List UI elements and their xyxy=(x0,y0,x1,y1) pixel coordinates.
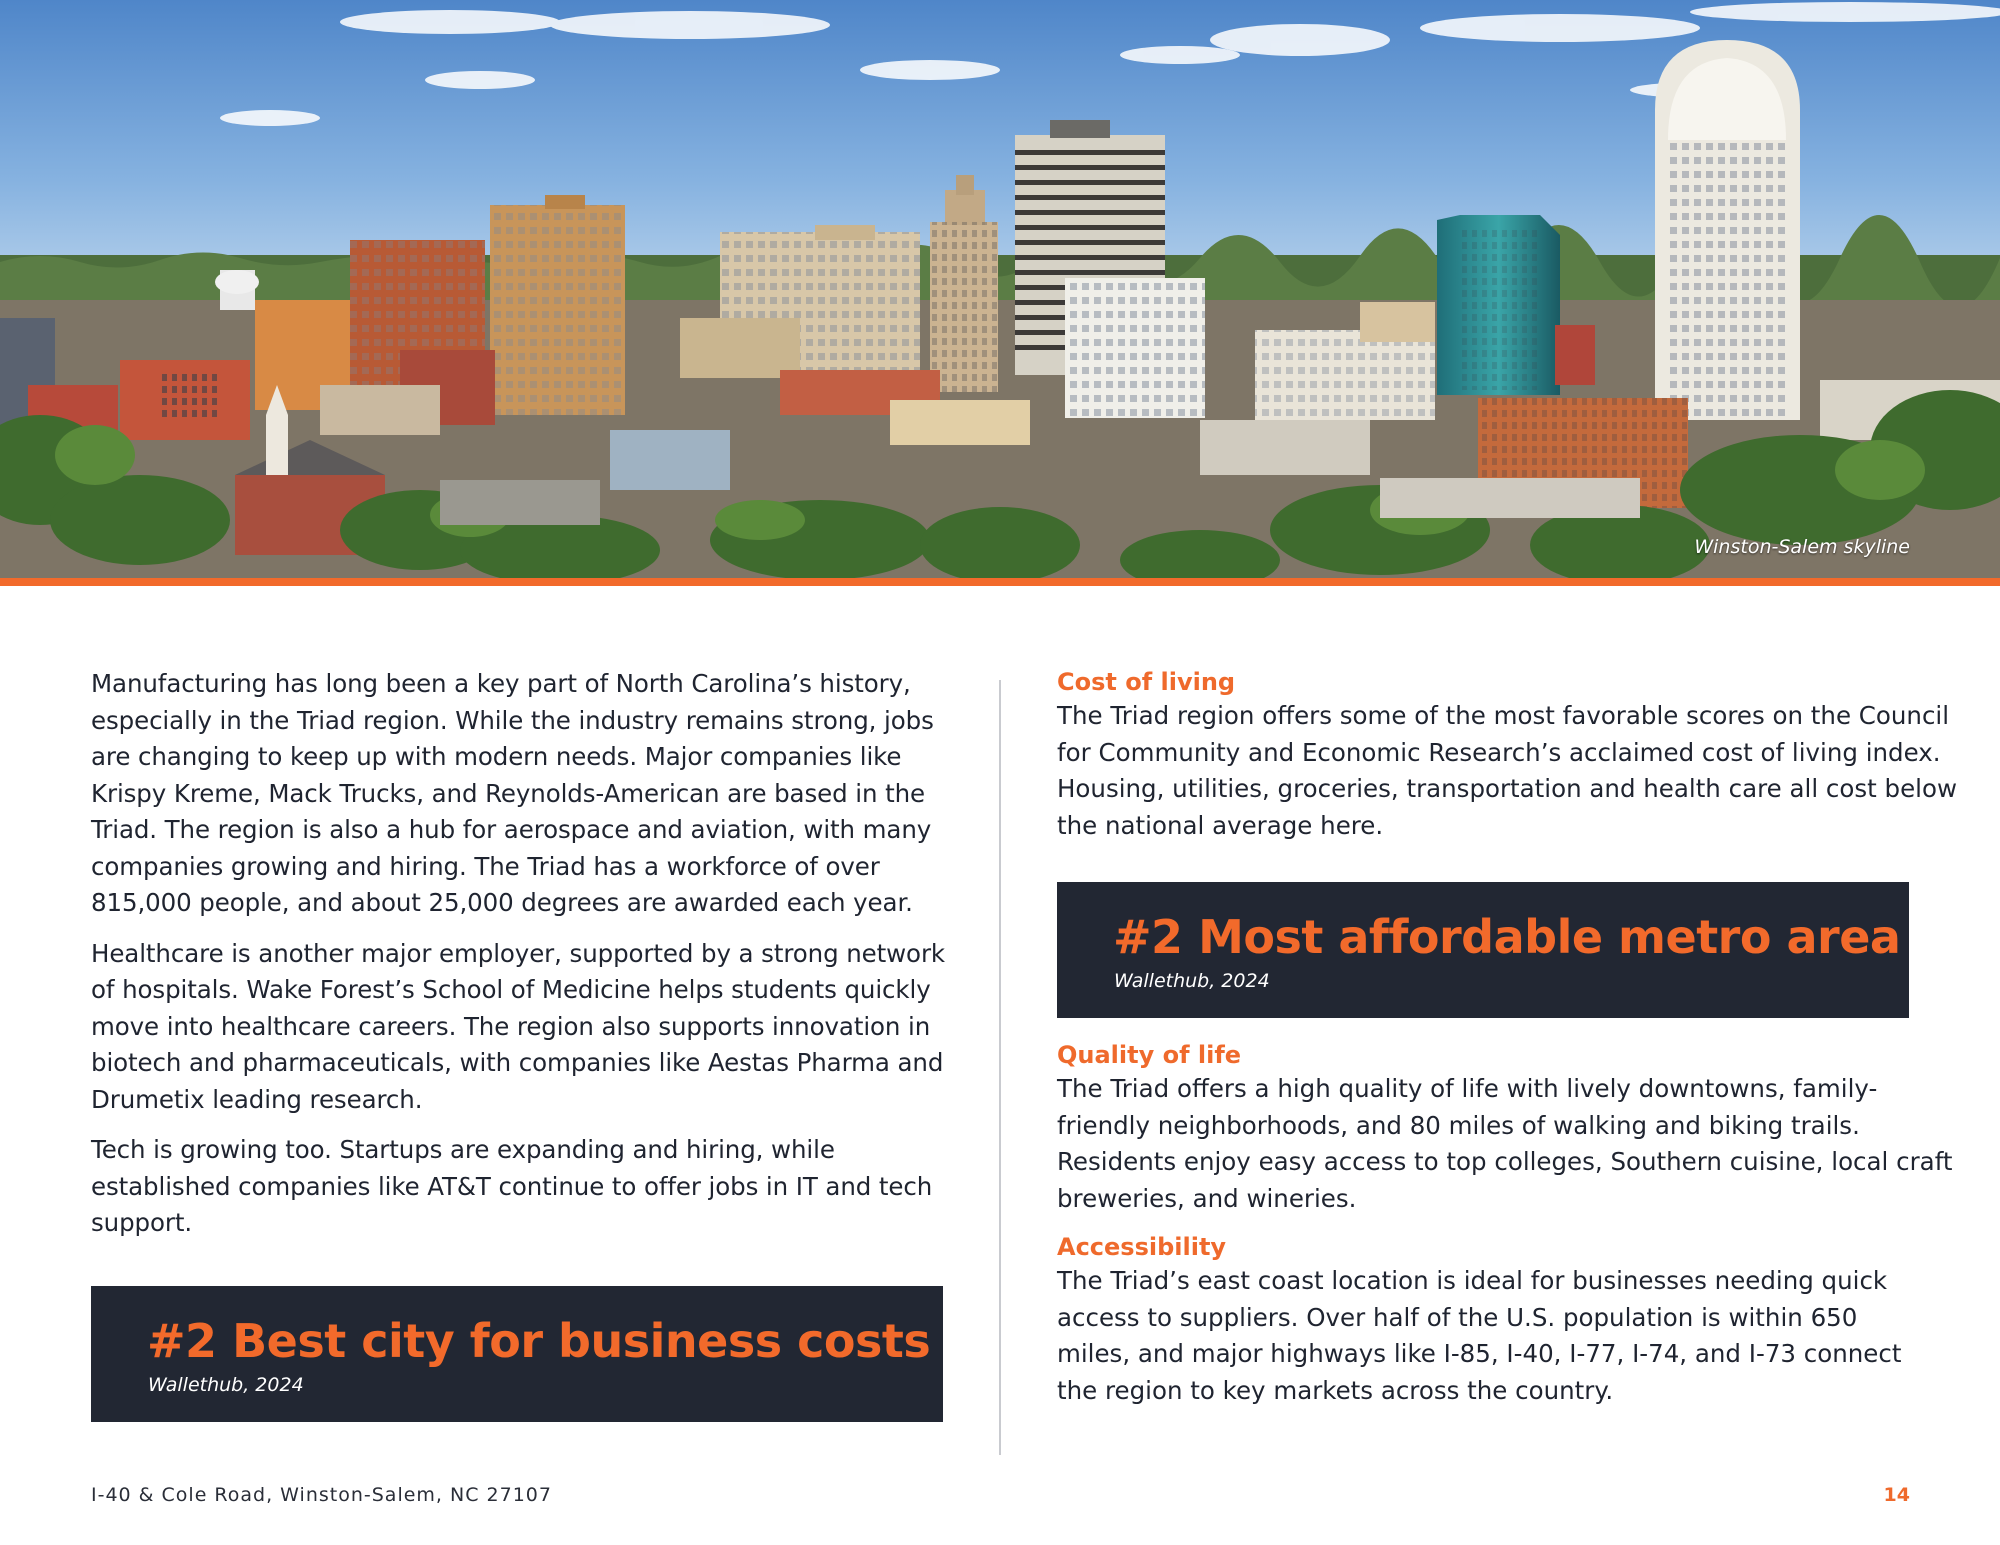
paragraph-healthcare: Healthcare is another major employer, supported by a strong network of hospitals. Wake Forest’s School of Medicine helps students quickly move into healthcare careers. The region also supports innovation in biotech and pharmaceuticals, with companies like Aestas Pharma and Drumetix leading research. xyxy=(91,938,946,1114)
paragraph-tech: Tech is growing too. Startups are expanding and hiring, while established companies like AT&T continue to offer jobs in IT and tech support. xyxy=(91,1135,933,1237)
section-cost-of-living xyxy=(1057,666,1957,844)
photo-caption: Winston-Salem skyline xyxy=(1694,536,1910,558)
callout-source: Wallethub, 2024 xyxy=(148,1374,304,1396)
hero-accent-rule xyxy=(0,578,2000,586)
section-body: The Triad region offers some of the most favorable scores on the Council for Community and Economic Research’s acclaimed cost of living index. Housing, utilities, groceries, transportation and health care all cost below the national average here. xyxy=(1057,701,1957,840)
column-divider xyxy=(999,680,1001,1455)
section-heading: Accessibility xyxy=(1057,1233,1227,1261)
callout-affordable-metro xyxy=(1057,882,1909,1018)
callout-business-costs xyxy=(91,1286,943,1422)
callout-title: #2 Most affordable metro area xyxy=(1113,910,1901,964)
section-body: The Triad’s east coast location is ideal for businesses needing quick access to suppliers. Over half of the U.S. population is within 650 miles, and major highways like I-85, I-40, I-77, I-74, and I-73 connect the region to key markets across the country. xyxy=(1057,1266,1902,1405)
section-body: The Triad offers a high quality of life with lively downtowns, family-friendly neighborhoods, and 80 miles of walking and biking trails. Residents enjoy easy access to top colleges, Southern cuisine, local craft breweries, and wineries. xyxy=(1057,1074,1953,1213)
hero-photo xyxy=(0,0,2000,578)
right-column xyxy=(1057,666,1957,1409)
section-quality-of-life xyxy=(1057,1039,1957,1217)
left-column xyxy=(91,666,951,1242)
skyline-illustration xyxy=(0,0,2000,578)
section-heading: Quality of life xyxy=(1057,1041,1242,1069)
paragraph-manufacturing: Manufacturing has long been a key part of North Carolina’s history, especially in the Triad region. While the industry remains strong, jobs are changing to keep up with modern needs. Major companies like Krispy Kreme, Mack Trucks, and Reynolds-American are based in the Triad. The region is also a hub for aerospace and aviation, with many companies growing and hiring. The Triad has a workforce of over 815,000 people, and about 25,000 degrees are awarded each year. xyxy=(91,669,934,917)
section-heading: Cost of living xyxy=(1057,668,1236,696)
callout-source: Wallethub, 2024 xyxy=(1114,970,1270,992)
footer-address: I-40 & Cole Road, Winston-Salem, NC 27107 xyxy=(91,1484,552,1506)
callout-title: #2 Best city for business costs xyxy=(147,1314,931,1368)
section-accessibility xyxy=(1057,1231,1957,1409)
page-number: 14 xyxy=(1883,1484,1910,1506)
